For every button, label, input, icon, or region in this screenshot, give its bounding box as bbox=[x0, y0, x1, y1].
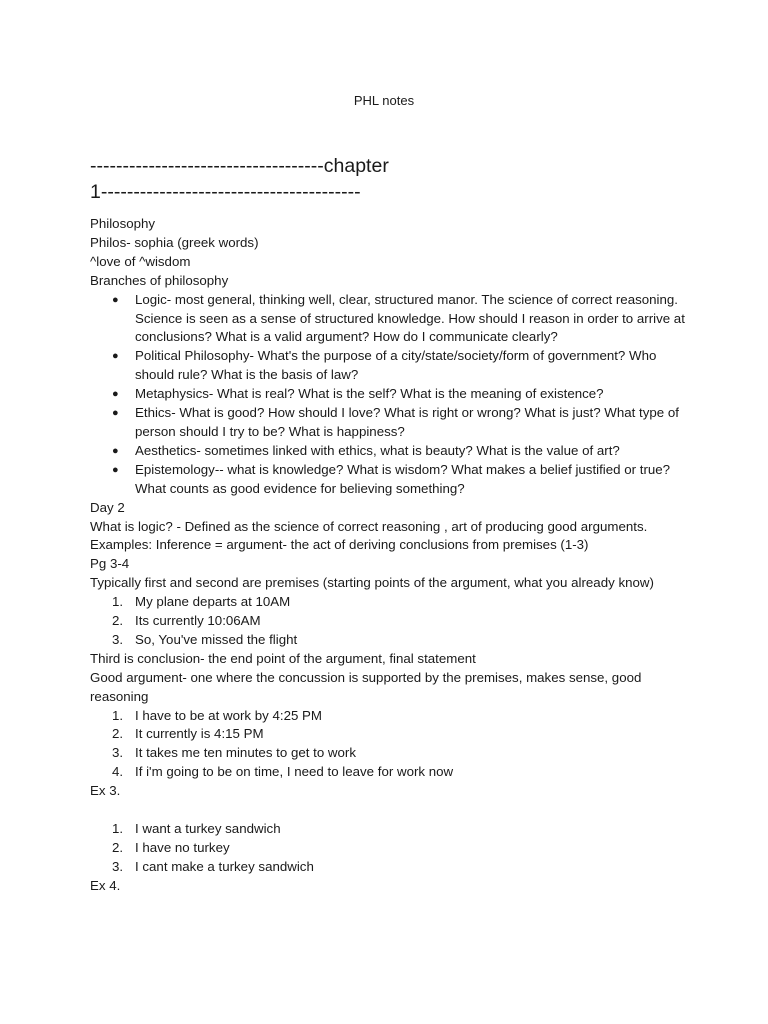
branch-text: Ethics- What is good? How should I love? What is right or wrong? What is just? What type of person should I try to be? What is happiness? bbox=[135, 405, 679, 439]
list-item bbox=[90, 744, 690, 763]
list-item bbox=[90, 442, 690, 461]
list-item bbox=[90, 593, 690, 612]
example2-list bbox=[90, 707, 690, 783]
list-item bbox=[90, 385, 690, 404]
list-number: 4. bbox=[112, 764, 124, 780]
chapter-heading bbox=[90, 153, 690, 205]
branch-text: Logic- most general, thinking well, clear, structured manor. The science of correct reasoning. Science is seen as a sense of structured knowledge. How should I reason in order to arrive at conclusions? What is a valid argument? How do I communicate clearly? bbox=[135, 291, 685, 345]
ex3-label: Ex 3. bbox=[90, 783, 121, 799]
example-text: It currently is 4:15 PM bbox=[135, 726, 264, 742]
example-text: My plane departs at 10AM bbox=[135, 594, 291, 610]
bullet-icon: ● bbox=[112, 444, 119, 457]
list-number: 1. bbox=[112, 820, 124, 836]
example-text: I have no turkey bbox=[135, 839, 230, 855]
ex4-label: Ex 4. bbox=[90, 877, 121, 893]
example-text: I cant make a turkey sandwich bbox=[135, 858, 314, 874]
list-item bbox=[90, 820, 690, 839]
list-item bbox=[90, 612, 690, 631]
list-number: 2. bbox=[112, 613, 124, 629]
branch-text: Political Philosophy- What's the purpose of a city/state/society/form of government? Who should rule? What is the basis of law? bbox=[135, 348, 657, 383]
day2-line: What is logic? - Defined as the science of correct reasoning , art of producing good arguments. bbox=[90, 518, 648, 534]
day2-line: Typically first and second are premises (starting points of the argument, what you already know) bbox=[90, 575, 654, 591]
blank-line bbox=[90, 801, 690, 820]
bullet-icon: ● bbox=[112, 388, 119, 401]
example-text: I want a turkey sandwich bbox=[135, 820, 281, 836]
branches-list bbox=[90, 291, 690, 499]
list-item bbox=[90, 347, 690, 385]
intro-line: Branches of philosophy bbox=[90, 272, 229, 288]
day2-line: Day 2 bbox=[90, 499, 125, 515]
good-argument-line: Good argument- one where the concussion is supported by the premises, makes sense, good reasoning bbox=[90, 669, 642, 704]
list-number: 1. bbox=[112, 594, 124, 610]
list-number: 3. bbox=[112, 858, 124, 874]
list-item bbox=[90, 404, 690, 442]
example3-list bbox=[90, 820, 690, 877]
bullet-icon: ● bbox=[112, 407, 119, 420]
list-number: 3. bbox=[112, 631, 124, 647]
day2-line: Examples: Inference = argument- the act of deriving conclusions from premises (1-3) bbox=[90, 537, 589, 553]
intro-line: Philos- sophia (greek words) bbox=[90, 234, 259, 250]
list-number: 2. bbox=[112, 726, 124, 742]
bullet-icon: ● bbox=[112, 350, 119, 363]
list-item bbox=[90, 839, 690, 858]
list-item bbox=[90, 858, 690, 877]
list-item bbox=[90, 707, 690, 726]
list-item bbox=[90, 461, 690, 499]
list-item bbox=[90, 763, 690, 782]
example-text: If i'm going to be on time, I need to leave for work now bbox=[135, 764, 454, 780]
example1-list bbox=[90, 593, 690, 650]
chapter-heading-line-1: ------------------------------------chapter bbox=[90, 155, 389, 177]
example-text: Its currently 10:06AM bbox=[135, 613, 261, 629]
bullet-icon: ● bbox=[112, 293, 119, 306]
chapter-heading-line-2: 1---------------------------------------- bbox=[90, 181, 361, 203]
branch-text: Aesthetics- sometimes linked with ethics, what is beauty? What is the value of art? bbox=[135, 442, 620, 458]
branch-text: Metaphysics- What is real? What is the self? What is the meaning of existence? bbox=[135, 386, 604, 402]
bullet-icon: ● bbox=[112, 463, 119, 476]
example-text: So, You've missed the flight bbox=[135, 631, 298, 647]
conclusion-line: Third is conclusion- the end point of the argument, final statement bbox=[90, 650, 476, 666]
list-item bbox=[90, 725, 690, 744]
branch-text: Epistemology-- what is knowledge? What is wisdom? What makes a belief justified or true? What counts as good evidence for believing something? bbox=[135, 461, 671, 496]
list-number: 3. bbox=[112, 745, 124, 761]
intro-line: ^love of ^wisdom bbox=[90, 253, 191, 269]
list-number: 2. bbox=[112, 839, 124, 855]
list-item bbox=[90, 291, 690, 348]
day2-line: Pg 3-4 bbox=[90, 556, 130, 572]
list-item bbox=[90, 631, 690, 650]
page-title: PHL notes bbox=[353, 93, 415, 108]
notes-body bbox=[90, 215, 690, 896]
intro-line: Philosophy bbox=[90, 216, 156, 231]
list-number: 1. bbox=[112, 707, 124, 723]
example-text: It takes me ten minutes to get to work bbox=[135, 745, 356, 761]
example-text: I have to be at work by 4:25 PM bbox=[135, 707, 322, 723]
